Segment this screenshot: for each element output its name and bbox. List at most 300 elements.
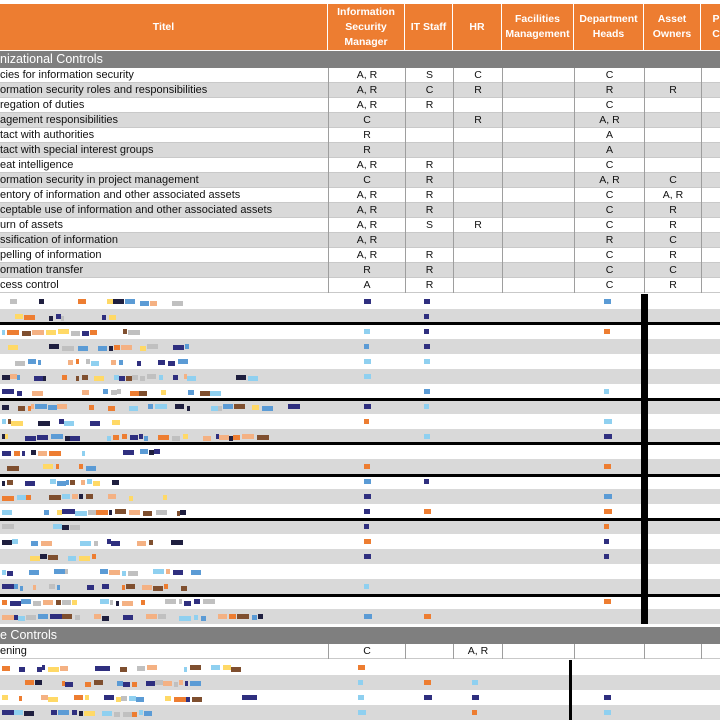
row-title[interactable]: ormation security roles and responsibilities — [0, 84, 208, 96]
redacted-pixel — [223, 404, 233, 409]
redacted-pixel — [94, 376, 104, 381]
redacted-pixel — [194, 615, 198, 620]
redacted-pixel — [185, 681, 188, 686]
redacted-pixel — [211, 665, 220, 670]
redacted-pixel — [104, 695, 114, 700]
raci-cell[interactable]: C — [405, 83, 453, 98]
redacted-pixel — [2, 540, 12, 545]
raci-cell[interactable] — [453, 173, 502, 188]
raci-cell[interactable] — [644, 98, 701, 113]
redacted-pixel — [22, 451, 25, 456]
redacted-pixel — [119, 360, 123, 365]
raci-cell[interactable] — [453, 158, 502, 173]
redacted-pixel — [112, 480, 119, 485]
raci-cell[interactable]: C — [574, 203, 644, 218]
redacted-pixel — [94, 614, 101, 619]
row-title[interactable]: ormation transfer — [0, 264, 84, 276]
raci-cell[interactable]: R — [405, 203, 453, 218]
raci-cell[interactable]: A — [328, 278, 405, 293]
redacted-cell-pixel — [364, 524, 369, 529]
redacted-row — [0, 354, 720, 369]
redacted-pixel — [185, 344, 189, 349]
redacted-pixel — [91, 361, 99, 366]
raci-cell[interactable] — [701, 143, 720, 158]
redacted-pixel — [50, 614, 62, 619]
row-title[interactable]: cies for information security — [0, 69, 134, 81]
redacted-pixel — [130, 391, 139, 396]
redacted-row — [0, 534, 720, 549]
row-title[interactable]: pelling of information — [0, 249, 102, 261]
redacted-pixel — [87, 585, 94, 590]
raci-cell[interactable]: A, R — [328, 98, 405, 113]
redacted-pixel — [49, 495, 61, 500]
section-organizational-controls: nizational Controls — [0, 51, 720, 68]
table-row — [0, 278, 720, 293]
raci-cell[interactable] — [453, 128, 502, 143]
redacted-pixel — [2, 419, 6, 424]
redacted-pixel — [140, 346, 146, 351]
raci-cell[interactable] — [502, 143, 574, 158]
redacted-pixel — [43, 376, 46, 381]
header-title[interactable]: Titel — [0, 4, 328, 50]
redacted-pixel — [32, 391, 43, 396]
redacted-cell-pixel — [424, 695, 432, 700]
redacted-pixel — [109, 346, 113, 351]
raci-cell[interactable]: A, R — [328, 218, 405, 233]
redacted-pixel — [125, 299, 135, 304]
row-title[interactable]: tact with special interest groups — [0, 144, 154, 156]
raci-cell[interactable] — [453, 188, 502, 203]
redacted-pixel — [80, 541, 91, 546]
redacted-pixel — [15, 314, 23, 319]
row-title[interactable]: ssification of information — [0, 234, 118, 246]
redacted-pixel — [252, 405, 259, 410]
redacted-pixel — [81, 480, 85, 485]
redacted-cell-pixel — [364, 584, 369, 589]
redacted-pixel — [288, 404, 300, 409]
raci-cell[interactable] — [701, 83, 720, 98]
raci-cell[interactable] — [644, 128, 701, 143]
redacted-pixel — [174, 697, 186, 702]
raci-cell[interactable] — [453, 203, 502, 218]
raci-cell[interactable] — [502, 68, 574, 83]
raci-cell[interactable]: A, R — [574, 173, 644, 188]
header-it-staff[interactable]: IT Staff — [405, 4, 453, 50]
redacted-pixel — [140, 449, 148, 454]
raci-cell[interactable] — [502, 278, 574, 293]
raci-cell[interactable] — [701, 248, 720, 263]
raci-cell[interactable] — [502, 173, 574, 188]
redacted-pixel — [86, 494, 93, 499]
row-title[interactable]: agement responsibilities — [0, 114, 119, 126]
redacted-pixel — [48, 555, 58, 560]
raci-cell[interactable]: S — [405, 218, 453, 233]
redacted-border — [0, 474, 720, 477]
redacted-pixel — [75, 511, 87, 516]
raci-cell[interactable]: C — [328, 113, 405, 128]
raci-cell[interactable]: C — [574, 263, 644, 278]
table-row — [0, 248, 720, 263]
redacted-pixel — [49, 344, 59, 349]
redacted-pixel — [72, 710, 77, 715]
redacted-pixel — [56, 600, 61, 605]
redacted-row — [0, 564, 720, 579]
raci-cell[interactable]: A, R — [328, 233, 405, 248]
raci-cell[interactable]: R — [453, 218, 502, 233]
raci-cell[interactable] — [502, 83, 574, 98]
redacted-pixel — [231, 667, 241, 672]
table-row — [0, 68, 720, 83]
raci-cell[interactable] — [502, 158, 574, 173]
redacted-pixel — [142, 585, 152, 590]
redacted-pixel — [38, 451, 47, 456]
redacted-cell-pixel — [364, 539, 371, 544]
redacted-pixel — [2, 330, 5, 335]
redacted-pixel — [49, 316, 53, 321]
redacted-pixel — [184, 601, 191, 606]
raci-cell[interactable] — [453, 98, 502, 113]
redacted-pixel — [93, 481, 100, 486]
row-title[interactable]: regation of duties — [0, 99, 85, 111]
redacted-row — [0, 294, 720, 309]
raci-cell[interactable] — [405, 128, 453, 143]
raci-cell[interactable]: C — [644, 233, 701, 248]
redacted-cell-pixel — [604, 710, 611, 715]
raci-cell[interactable]: C — [574, 218, 644, 233]
redacted-pixel — [100, 569, 108, 574]
raci-cell[interactable]: C — [574, 248, 644, 263]
redacted-pixel — [49, 584, 55, 589]
redacted-pixel — [57, 585, 60, 590]
redacted-pixel — [2, 451, 11, 456]
raci-cell[interactable]: A — [574, 143, 644, 158]
header-asset-owners[interactable]: Asset Owners — [644, 4, 701, 50]
redacted-pixel — [129, 406, 138, 411]
redacted-pixel — [150, 301, 157, 306]
raci-cell[interactable] — [502, 128, 574, 143]
raci-cell[interactable]: C — [328, 173, 405, 188]
table-row — [0, 143, 720, 158]
raci-cell[interactable] — [701, 128, 720, 143]
row-title[interactable]: eat intelligence — [0, 159, 74, 171]
redacted-row — [0, 444, 720, 459]
redacted-pixel — [123, 615, 133, 620]
raci-cell[interactable] — [405, 143, 453, 158]
raci-cell[interactable] — [453, 233, 502, 248]
redacted-pixel — [156, 510, 167, 515]
redacted-pixel — [233, 435, 240, 440]
redacted-pixel — [7, 571, 13, 576]
raci-cell[interactable]: A, R — [328, 68, 405, 83]
redacted-pixel — [175, 404, 184, 409]
raci-cell[interactable] — [701, 263, 720, 278]
raci-cell[interactable] — [502, 218, 574, 233]
table-row — [0, 98, 720, 113]
redacted-pixel — [122, 571, 126, 576]
raci-cell[interactable] — [453, 143, 502, 158]
redacted-pixel — [65, 569, 68, 574]
redacted-pixel — [191, 570, 201, 575]
header-hr[interactable]: HR — [453, 4, 502, 50]
row-title[interactable]: ormation security in project management — [0, 174, 199, 186]
raci-cell[interactable]: C — [574, 158, 644, 173]
redacted-pixel — [32, 330, 44, 335]
redacted-pixel — [139, 391, 147, 396]
redacted-pixel — [14, 710, 23, 715]
raci-cell[interactable]: A, R — [574, 113, 644, 128]
redacted-pixel — [147, 344, 158, 349]
raci-cell[interactable]: R — [644, 218, 701, 233]
raci-cell[interactable]: R — [574, 83, 644, 98]
raci-cell[interactable]: A, R — [453, 644, 502, 659]
redacted-pixel — [187, 376, 196, 381]
redacted-pixel — [42, 665, 45, 670]
header-partial-column[interactable]: P C — [712, 13, 720, 40]
redacted-pixel — [148, 404, 153, 409]
redacted-cell-pixel — [472, 710, 477, 715]
raci-cell[interactable] — [502, 188, 574, 203]
redacted-pixel — [18, 616, 25, 621]
row-title[interactable]: urn of assets — [0, 219, 63, 231]
raci-cell[interactable]: R — [644, 278, 701, 293]
redacted-pixel — [51, 434, 63, 439]
redacted-pixel — [144, 711, 152, 716]
redacted-pixel — [165, 599, 176, 604]
redacted-pixel — [173, 345, 184, 350]
raci-cell[interactable]: R — [405, 98, 453, 113]
redacted-pixel — [85, 695, 89, 700]
raci-cell[interactable] — [453, 278, 502, 293]
redacted-pixel — [129, 510, 140, 515]
redacted-pixel — [2, 496, 14, 501]
section-people-controls: e Controls — [0, 627, 720, 644]
redacted-pixel — [2, 524, 14, 529]
redacted-row — [0, 324, 720, 339]
redacted-pixel — [76, 359, 79, 364]
raci-cell[interactable] — [701, 218, 720, 233]
redacted-pixel — [123, 329, 127, 334]
redacted-border — [0, 398, 720, 401]
raci-cell[interactable]: R — [453, 83, 502, 98]
raci-cell[interactable] — [502, 233, 574, 248]
row-title[interactable]: cess control — [0, 279, 59, 291]
redacted-cell-pixel — [604, 539, 609, 544]
redacted-cell-pixel — [604, 329, 610, 334]
redacted-pixel — [50, 479, 56, 484]
raci-cell[interactable] — [644, 143, 701, 158]
redacted-pixel — [173, 375, 178, 380]
redacted-pixel — [78, 299, 86, 304]
raci-cell[interactable]: R — [453, 113, 502, 128]
redacted-pixel — [2, 481, 5, 486]
raci-cell[interactable] — [701, 278, 720, 293]
redacted-pixel — [174, 682, 178, 687]
redacted-pixel — [18, 406, 25, 411]
raci-cell[interactable] — [502, 644, 574, 659]
redacted-cell-pixel — [604, 419, 612, 424]
redacted-pixel — [113, 435, 119, 440]
raci-cell[interactable]: S — [405, 68, 453, 83]
redacted-pixel — [203, 436, 211, 441]
raci-cell[interactable]: R — [405, 263, 453, 278]
redacted-pixel — [7, 480, 13, 485]
redacted-pixel — [188, 390, 194, 395]
redacted-pixel — [111, 360, 116, 365]
redacted-pixel — [33, 585, 36, 590]
redacted-pixel — [155, 404, 167, 409]
raci-cell[interactable]: R — [405, 173, 453, 188]
raci-cell[interactable]: A, R — [328, 203, 405, 218]
raci-cell[interactable]: C — [574, 278, 644, 293]
raci-cell[interactable]: R — [328, 143, 405, 158]
raci-cell[interactable] — [502, 263, 574, 278]
redacted-pixel — [242, 695, 249, 700]
header-facilities-management[interactable]: Facilities Management — [502, 4, 574, 50]
raci-cell[interactable]: C — [574, 188, 644, 203]
raci-cell[interactable] — [502, 203, 574, 218]
raci-cell[interactable]: C — [574, 68, 644, 83]
redacted-pixel — [40, 554, 47, 559]
raci-cell[interactable] — [644, 644, 701, 659]
raci-cell[interactable]: R — [405, 278, 453, 293]
raci-cell[interactable] — [453, 263, 502, 278]
raci-cell[interactable]: A, R — [328, 188, 405, 203]
raci-cell[interactable] — [701, 203, 720, 218]
raci-cell[interactable]: R — [644, 248, 701, 263]
row-title[interactable]: entory of information and other associated assets — [0, 189, 241, 201]
redacted-pixel — [2, 615, 14, 620]
raci-cell[interactable] — [701, 158, 720, 173]
raci-cell[interactable] — [644, 68, 701, 83]
redacted-pixel — [30, 556, 40, 561]
redacted-pixel — [90, 421, 100, 426]
raci-cell[interactable] — [502, 248, 574, 263]
raci-cell[interactable]: C — [328, 644, 405, 659]
row-title[interactable]: tact with authorities — [0, 129, 95, 141]
redacted-cell-pixel — [604, 695, 611, 700]
redacted-pixel — [38, 360, 41, 365]
redacted-pixel — [70, 525, 80, 530]
raci-cell[interactable]: R — [405, 158, 453, 173]
raci-cell[interactable]: R — [328, 263, 405, 278]
redacted-pixel — [86, 359, 90, 364]
redacted-pixel — [158, 360, 165, 365]
header-information-security-manager[interactable]: Information Security Manager — [328, 4, 405, 50]
table-row — [0, 263, 720, 278]
redacted-pixel — [248, 376, 258, 381]
redacted-pixel — [24, 711, 34, 716]
raci-cell[interactable]: A, R — [328, 83, 405, 98]
redacted-row — [0, 384, 720, 399]
raci-cell[interactable]: A, R — [328, 158, 405, 173]
redacted-pixel — [15, 361, 22, 366]
raci-cell[interactable]: R — [405, 248, 453, 263]
redacted-pixel — [22, 331, 31, 336]
redacted-pixel — [25, 680, 34, 685]
redacted-pixel — [43, 464, 53, 469]
raci-cell[interactable] — [405, 644, 453, 659]
header-department-heads[interactable]: Department Heads — [574, 4, 644, 50]
raci-cell[interactable]: R — [574, 233, 644, 248]
raci-cell[interactable] — [405, 233, 453, 248]
redacted-border — [569, 660, 572, 720]
redacted-pixel — [194, 599, 200, 604]
raci-cell[interactable] — [701, 98, 720, 113]
redacted-border — [0, 322, 720, 325]
redacted-cell-pixel — [424, 614, 431, 619]
raci-cell[interactable]: C — [574, 98, 644, 113]
redacted-pixel — [137, 541, 146, 546]
redacted-pixel — [62, 525, 69, 530]
raci-cell[interactable] — [453, 248, 502, 263]
raci-cell[interactable] — [574, 644, 644, 659]
raci-cell[interactable] — [644, 113, 701, 128]
row-title[interactable]: ceptable use of information and other associated assets — [0, 204, 273, 216]
redacted-pixel — [79, 556, 90, 561]
raci-cell[interactable]: A, R — [328, 248, 405, 263]
raci-cell[interactable] — [701, 173, 720, 188]
raci-cell[interactable] — [701, 188, 720, 203]
raci-cell[interactable]: R — [405, 188, 453, 203]
raci-cell[interactable] — [701, 233, 720, 248]
raci-cell[interactable] — [701, 644, 720, 659]
redacted-pixel — [116, 601, 119, 606]
redacted-cell-pixel — [364, 374, 371, 379]
redacted-pixel — [147, 374, 156, 379]
redacted-pixel — [78, 346, 88, 351]
redacted-pixel — [242, 434, 254, 439]
redacted-pixel — [122, 601, 133, 606]
row-title[interactable]: ening — [0, 645, 27, 657]
redacted-pixel — [210, 391, 221, 396]
redacted-pixel — [181, 586, 187, 591]
raci-cell[interactable] — [701, 68, 720, 83]
redacted-pixel — [139, 434, 143, 439]
redacted-pixel — [186, 697, 190, 702]
table-row — [0, 113, 720, 128]
table-row — [0, 203, 720, 218]
redacted-pixel — [219, 435, 229, 440]
raci-cell[interactable]: C — [644, 173, 701, 188]
raci-cell[interactable] — [502, 113, 574, 128]
redacted-pixel — [102, 711, 112, 716]
raci-cell[interactable]: R — [644, 83, 701, 98]
redacted-pixel — [102, 616, 109, 621]
redacted-cell-pixel — [424, 299, 430, 304]
redacted-pixel — [200, 391, 210, 396]
raci-cell[interactable]: A — [574, 128, 644, 143]
redacted-pixel — [26, 615, 36, 620]
raci-cell[interactable] — [644, 158, 701, 173]
redacted-pixel — [29, 570, 39, 575]
raci-cell[interactable]: C — [644, 263, 701, 278]
redacted-pixel — [137, 666, 145, 671]
redacted-cell-pixel — [358, 710, 366, 715]
raci-cell[interactable]: A, R — [644, 188, 701, 203]
redacted-pixel — [102, 315, 106, 320]
redacted-pixel — [190, 665, 201, 670]
raci-cell[interactable]: C — [453, 68, 502, 83]
redacted-pixel — [149, 540, 153, 545]
redacted-pixel — [140, 301, 149, 306]
redacted-pixel — [68, 360, 73, 365]
redacted-pixel — [117, 389, 121, 394]
raci-cell[interactable]: R — [328, 128, 405, 143]
raci-cell[interactable] — [701, 113, 720, 128]
raci-cell[interactable]: R — [644, 203, 701, 218]
raci-cell[interactable] — [502, 98, 574, 113]
raci-cell[interactable] — [405, 113, 453, 128]
